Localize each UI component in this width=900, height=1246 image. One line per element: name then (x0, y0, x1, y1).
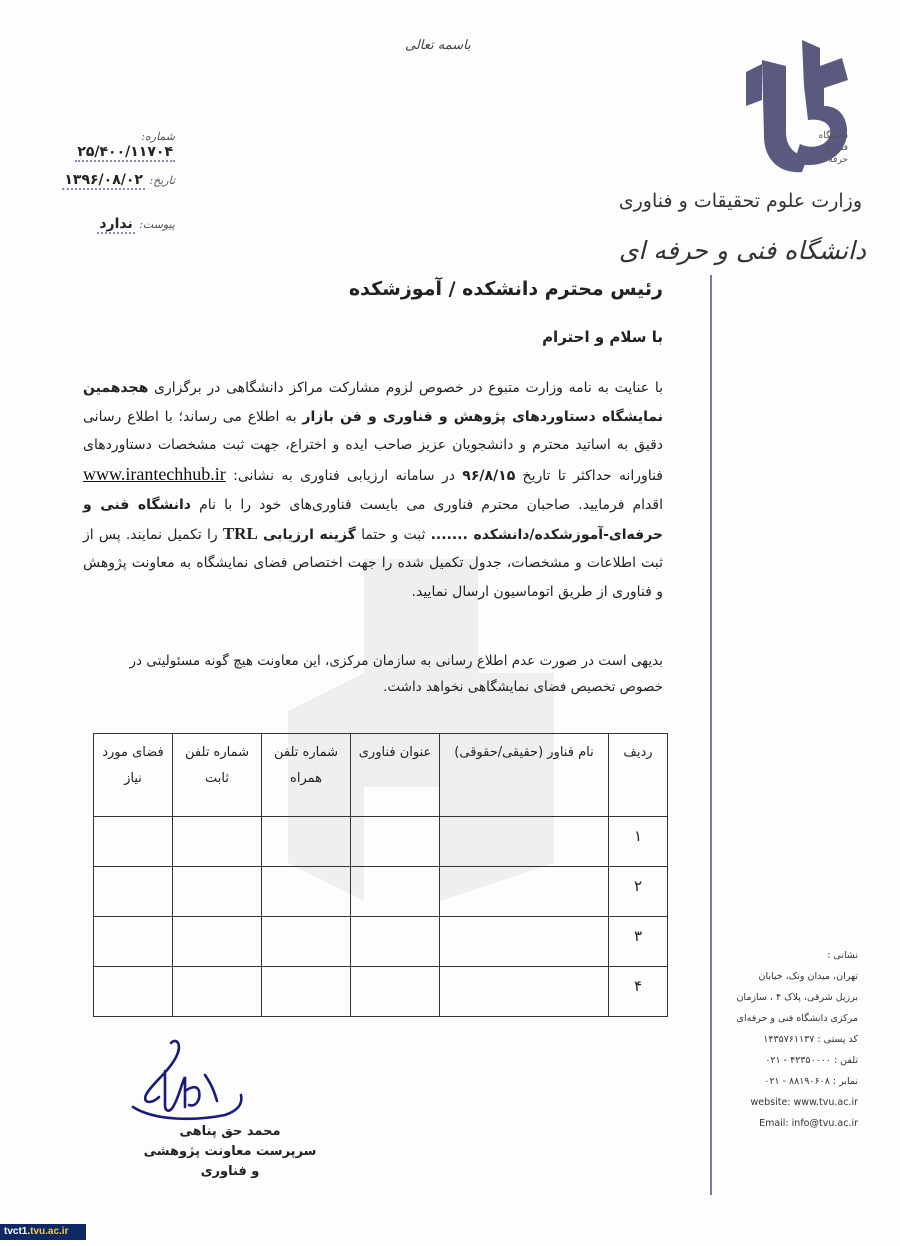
cell-space[interactable] (94, 917, 173, 967)
university-name: دانشگاه فنی و حرفه ای (618, 236, 866, 265)
cell-technologist[interactable] (440, 817, 609, 867)
body-text-4: اقدام فرمایید. صاحبان محترم فناوری می بایست فناوری‌های خود را با نام (199, 496, 663, 513)
cell-landline[interactable] (173, 917, 262, 967)
postal-code: کد پستی : ۱۴۳۵۷۶۱۱۳۷ (763, 1034, 858, 1045)
letter-date (40, 172, 175, 188)
table-row (94, 967, 668, 1017)
row-number: ۴ (609, 967, 668, 1017)
column-technology-title: عنوان فناوری (351, 734, 440, 817)
trl-label: TRL (222, 523, 258, 543)
body-text-3: در سامانه ارزیابی فناوری به نشانی: (233, 468, 455, 485)
letter-number (40, 128, 175, 160)
bismillah: باسمه تعالی (405, 38, 471, 53)
date-label: تاریخ: (149, 174, 175, 187)
logo-caption (808, 130, 848, 166)
badge-text-a: tvct1. (4, 1226, 31, 1237)
exhibition-name: هجدهمین نمایشگاه دستاوردهای پژوهش و فناوری و فن بازار (83, 380, 664, 425)
logo-caption-line1: دانشگاه (818, 131, 848, 141)
table-header-row (94, 734, 668, 817)
ministry-name: وزارت علوم تحقیقات و فناوری (618, 190, 862, 212)
cell-mobile[interactable] (262, 967, 351, 1017)
address-line3: مرکزی دانشگاه فنی و حرفه‌ای (736, 1013, 858, 1024)
email-link[interactable]: Email: info@tvu.ac.ir (759, 1118, 858, 1129)
column-mobile-phone: شماره تلفن همراه (262, 734, 351, 817)
cell-technologist[interactable] (440, 867, 609, 917)
address-label: نشانی : (827, 950, 858, 961)
cell-mobile[interactable] (262, 867, 351, 917)
column-technologist-name: نام فناور (حقیقی/حقوقی) (440, 734, 609, 817)
number-label: شماره: (141, 130, 175, 143)
technology-table (93, 733, 668, 1017)
cell-technologist[interactable] (440, 917, 609, 967)
body-text-1: با عنایت به نامه وزارت متبوع در خصوص لزوم مشارکت مراکز دانشگاهی در برگزاری (154, 380, 663, 396)
recipient-title: رئیس محترم دانشکده / آموزشکده (348, 278, 663, 300)
body-text-5: ثبت و حتما (361, 526, 426, 543)
address-block (713, 945, 858, 1134)
column-row-number: ردیف (609, 734, 668, 817)
row-number: ۳ (609, 917, 668, 967)
badge-text-b: tvu.ac.ir (30, 1226, 69, 1237)
greeting: با سلام و احترام (542, 328, 663, 346)
cell-title[interactable] (351, 967, 440, 1017)
signatory-name: محمد حق پناهی (179, 1124, 281, 1139)
cell-landline[interactable] (173, 867, 262, 917)
system-url-link[interactable]: www.irantechhub.ir (83, 464, 226, 485)
number-value: ۲۵/۴۰۰/۱۱۷۰۴ (77, 144, 173, 160)
cell-title[interactable] (351, 917, 440, 967)
website-link[interactable]: website: www.tvu.ac.ir (750, 1097, 858, 1108)
evaluation-option: گزینه ارزیابی (263, 526, 356, 543)
column-landline-phone: شماره تلفن ثابت (173, 734, 262, 817)
phone-number: تلفن : ۴۲۳۵۰۰۰۰ - ۰۲۱ (765, 1055, 858, 1066)
source-badge[interactable] (0, 1224, 86, 1240)
attachment-label: پیوست: (139, 218, 175, 231)
address-line1: تهران، میدان ونک، خیابان (758, 971, 858, 982)
signatory (140, 1122, 320, 1182)
cell-title[interactable] (351, 867, 440, 917)
university-registration-name: دانشگاه فنی و حرفه‌ای-آموزشکده/دانشکده ....... (83, 496, 663, 543)
cell-landline[interactable] (173, 817, 262, 867)
column-required-space: فضای مورد نیاز (94, 734, 173, 817)
attachment-value: ندارد (99, 216, 133, 232)
letter-attachment (40, 216, 175, 232)
fax-number: نمابر : ۸۸۱۹۰۶۰۸ - ۰۲۱ (764, 1076, 858, 1087)
cell-space[interactable] (94, 817, 173, 867)
table-row (94, 867, 668, 917)
row-number: ۱ (609, 817, 668, 867)
row-number: ۲ (609, 867, 668, 917)
body-text-2: به اطلاع می رساند؛ با اطلاع رسانی دقیق به اساتید محترم و دانشجویان عزیز صاحب ایده و اختراع، جهت ثبت مشخصات دستاوردهای فناورانه حداکثر تا تاریخ (83, 408, 664, 485)
letter-note: بدیهی است در صورت عدم اطلاع رسانی به سازمان مرکزی، این معاونت هیچ گونه مسئولیتی در خصوص تخصیص فضای نمایشگاهی نخواهد داشت. (129, 653, 663, 695)
logo-caption-line2: فنی و حرفه ای (815, 143, 848, 165)
date-value: ۱۳۹۶/۰۸/۰۲ (64, 172, 143, 188)
signatory-title: سرپرست معاونت پژوهشی و فناوری (143, 1144, 317, 1179)
cell-mobile[interactable] (262, 817, 351, 867)
table-row (94, 917, 668, 967)
table-row (94, 817, 668, 867)
cell-space[interactable] (94, 967, 173, 1017)
address-line2: برزیل شرقی، پلاک ۴ ، سازمان (736, 992, 858, 1003)
letter-body (83, 374, 663, 607)
body-text-6: را تکمیل نمایند. پس از ثبت اطلاعات و مشخصات، جدول تکمیل شده را جهت اختصاص فضای نمایشگاه به معاونت پژوهش و فناوری از طریق اتوماسیون ارسال نمایید. (83, 526, 663, 600)
cell-title[interactable] (351, 817, 440, 867)
deadline-date: ۹۶/۸/۱۵ (462, 468, 516, 485)
cell-mobile[interactable] (262, 917, 351, 967)
vertical-divider (710, 275, 712, 1195)
cell-technologist[interactable] (440, 967, 609, 1017)
cell-space[interactable] (94, 867, 173, 917)
cell-landline[interactable] (173, 967, 262, 1017)
